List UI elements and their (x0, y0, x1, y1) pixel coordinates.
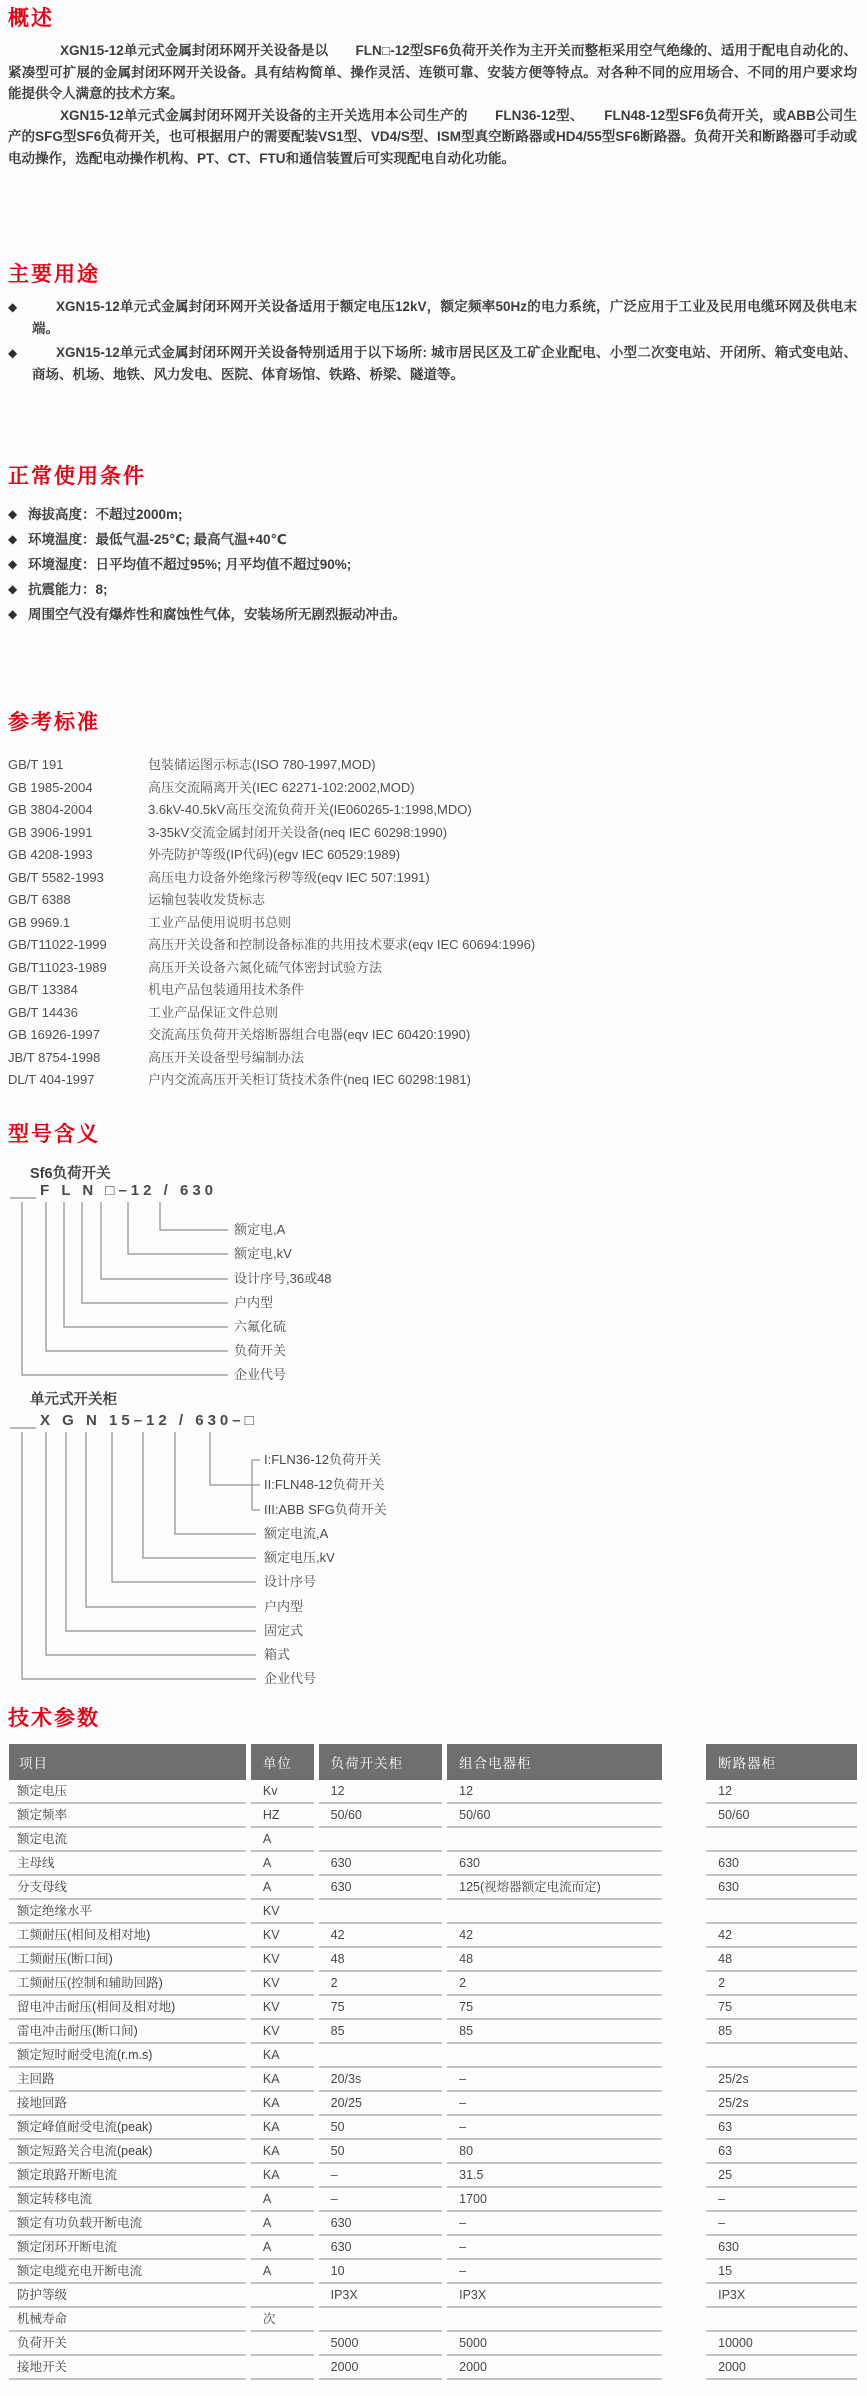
header-item: 项目 (9, 1744, 246, 1780)
cell-load-switch-cabinet: 5000 (319, 2332, 443, 2356)
cell-load-switch-cabinet: 20/25 (319, 2092, 443, 2116)
cell-circuit-breaker: – (706, 2212, 857, 2236)
table-row (9, 1876, 857, 1900)
standard-description: 户内交流高压开关柜订货技术条件(neq IEC 60298:1981) (148, 1072, 471, 1087)
standard-description: 工业产品保证文件总则 (148, 1004, 279, 1020)
cell-spacer (667, 2308, 701, 2332)
cell-load-switch-cabinet: 630 (319, 1876, 443, 1900)
cell-unit: A (251, 1852, 314, 1876)
cell-unit: A (251, 2260, 314, 2284)
diamond-bullet-icon: ◆ (8, 532, 18, 546)
condition-item: ◆ 周围空气没有爆炸性和腐蚀性气体，安装场所无剧烈振动冲击。 (8, 602, 857, 627)
cell-item: 接地开关 (9, 2356, 246, 2380)
table-row (9, 2140, 857, 2164)
table-row (9, 1972, 857, 1996)
standard-row (8, 979, 857, 1002)
table-row (9, 2236, 857, 2260)
cell-item: 额定短路关合电流(peak) (9, 2140, 246, 2164)
cell-combined-apparatus: 75 (447, 1996, 662, 2020)
standard-description: 交流高压负荷开关熔断器组合电器(eqv IEC 60420:1990) (148, 1027, 471, 1042)
cell-item: 工频耐压(断口间) (9, 1948, 246, 1972)
cell-load-switch-cabinet: 75 (319, 1996, 443, 2020)
cell-spacer (667, 2068, 701, 2092)
cell-circuit-breaker: 63 (706, 2116, 857, 2140)
cell-load-switch-cabinet: 10 (319, 2260, 443, 2284)
condition-item: ◆ 海拔高度：不超过2000m; (8, 502, 857, 527)
header-spacer (667, 1744, 701, 1780)
cell-unit (251, 2332, 314, 2356)
cell-item: 主母线 (9, 1852, 246, 1876)
cabinet-model-string: X G N 15–12 / 630–□ (40, 1412, 258, 1429)
cell-circuit-breaker (706, 2308, 857, 2332)
table-row (9, 2116, 857, 2140)
cell-combined-apparatus: 31.5 (447, 2164, 662, 2188)
cell-item: 额定有功负载开断电流 (9, 2212, 246, 2236)
main-uses-title: 主要用途 (8, 263, 100, 286)
cabinet-label-rated-current: 额定电流,A (264, 1526, 329, 1541)
standards-list (8, 754, 857, 1092)
cell-load-switch-cabinet (319, 1828, 443, 1852)
switch-label-design-serial: 设计序号,36或48 (234, 1271, 332, 1286)
cell-unit: Kv (251, 1780, 314, 1804)
cabinet-branch-label-2: II:FLN48-12负荷开关 (264, 1477, 385, 1492)
cell-combined-apparatus: 630 (447, 1852, 662, 1876)
cell-combined-apparatus: 2 (447, 1972, 662, 1996)
cell-spacer (667, 2116, 701, 2140)
switch-label-company-code: 企业代号 (234, 1367, 287, 1382)
cell-combined-apparatus: 1700 (447, 2188, 662, 2212)
model-designation-diagram (0, 1156, 867, 1701)
standard-row (8, 822, 857, 845)
standard-row (8, 1069, 857, 1092)
cell-circuit-breaker: – (706, 2188, 857, 2212)
cell-item: 额定转移电流 (9, 2188, 246, 2212)
table-row (9, 2092, 857, 2116)
cell-item: 防护等级 (9, 2284, 246, 2308)
cell-combined-apparatus: 42 (447, 1924, 662, 1948)
cell-combined-apparatus: – (447, 2092, 662, 2116)
cell-load-switch-cabinet: – (319, 2164, 443, 2188)
cell-spacer (667, 2092, 701, 2116)
condition-item: ◆ 环境温度：最低气温-25℃; 最高气温+40℃ (8, 527, 857, 552)
standard-code: GB/T11022-1999 (8, 937, 107, 952)
cell-unit: KA (251, 2092, 314, 2116)
switch-label-sf6: 六氟化硫 (234, 1319, 287, 1334)
cell-load-switch-cabinet: 2 (319, 1972, 443, 1996)
cell-item: 分支母线 (9, 1876, 246, 1900)
cell-unit (251, 2356, 314, 2380)
cell-item: 机械寿命 (9, 2308, 246, 2332)
cell-combined-apparatus: – (447, 2236, 662, 2260)
standard-code: GB/T 6388 (8, 892, 71, 907)
cabinet-label-fixed-type: 固定式 (264, 1623, 304, 1638)
standard-description: 高压电力设备外绝缘污秽等级(eqv IEC 507:1991) (148, 869, 430, 885)
standard-row (8, 912, 857, 935)
cell-circuit-breaker (706, 1828, 857, 1852)
cell-combined-apparatus (447, 2044, 662, 2068)
cell-combined-apparatus: – (447, 2260, 662, 2284)
standard-code: GB 4208-1993 (8, 847, 93, 862)
cell-item: 额定电缆充电开断电流 (9, 2260, 246, 2284)
cell-item: 接地回路 (9, 2092, 246, 2116)
cell-unit: KA (251, 2116, 314, 2140)
tech-params-table (4, 1744, 862, 2380)
cell-item: 额定闭环开断电流 (9, 2236, 246, 2260)
section-reference-standards (0, 710, 867, 1092)
cell-unit: KA (251, 2164, 314, 2188)
standard-row (8, 867, 857, 890)
standard-code: GB 9969.1 (8, 914, 71, 930)
cabinet-label-design-serial: 设计序号 (264, 1574, 317, 1589)
cell-spacer (667, 2284, 701, 2308)
model-meaning-title: 型号含义 (8, 1123, 100, 1146)
cell-spacer (667, 1924, 701, 1948)
table-row (9, 1780, 857, 1804)
header-unit: 单位 (251, 1744, 314, 1780)
cell-spacer (667, 2140, 701, 2164)
cell-combined-apparatus: – (447, 2068, 662, 2092)
standard-row (8, 754, 857, 777)
diamond-bullet-icon: ◆ (8, 346, 18, 361)
cell-spacer (667, 1948, 701, 1972)
cell-unit: KV (251, 1924, 314, 1948)
table-row (9, 1996, 857, 2020)
cell-circuit-breaker: 75 (706, 1996, 857, 2020)
switch-diagram-subtitle: Sf6负荷开关 (30, 1166, 111, 1182)
cell-combined-apparatus (447, 1828, 662, 1852)
switch-label-rated-current: 额定电,A (234, 1222, 286, 1237)
table-row (9, 2044, 857, 2068)
cell-circuit-breaker: 10000 (706, 2332, 857, 2356)
cell-load-switch-cabinet: 20/3s (319, 2068, 443, 2092)
standard-description: 3.6kV-40.5kV高压交流负荷开关(IE060265-1:1998,MDO) (148, 802, 472, 817)
standard-description: 包装储运图示标志(ISO 780-1997,MOD) (148, 757, 376, 772)
cell-circuit-breaker: 630 (706, 2236, 857, 2260)
cell-item: 主回路 (9, 2068, 246, 2092)
cell-circuit-breaker: 12 (706, 1780, 857, 1804)
cell-load-switch-cabinet: IP3X (319, 2284, 443, 2308)
cell-load-switch-cabinet: 2000 (319, 2356, 443, 2380)
section-tech-params (0, 1706, 867, 2380)
cell-circuit-breaker: 15 (706, 2260, 857, 2284)
standard-row (8, 1024, 857, 1047)
condition-item: ◆ 抗震能力：8; (8, 577, 857, 602)
table-row (9, 2308, 857, 2332)
cell-spacer (667, 1996, 701, 2020)
cell-combined-apparatus: 125(视熔器额定电流而定) (447, 1876, 662, 1900)
cell-spacer (667, 2356, 701, 2380)
cell-load-switch-cabinet (319, 2044, 443, 2068)
cell-item: 额定短时耐受电流(r.m.s) (9, 2044, 246, 2068)
cell-unit: KV (251, 1972, 314, 1996)
cell-load-switch-cabinet: 50 (319, 2116, 443, 2140)
condition-item: ◆ 环境湿度：日平均值不超过95%; 月平均值不超过90%; (8, 552, 857, 577)
diamond-bullet-icon: ◆ (8, 507, 18, 521)
standard-code: DL/T 404-1997 (8, 1072, 95, 1087)
standard-code: GB 3906-1991 (8, 824, 93, 840)
table-row (9, 2260, 857, 2284)
cell-unit: A (251, 2188, 314, 2212)
cell-unit: KA (251, 2140, 314, 2164)
cell-spacer (667, 2236, 701, 2260)
overview-paragraph-1: XGN15-12单元式金属封闭环网开关设备是以 FLN□-12型SF6负荷开关作为主开关而整柜采用空气绝缘的、适用于配电自动化的、紧凑型可扩展的金属封闭环网开关设备。具有结构简单、操作灵活、连锁可靠、安装方便等特点。对各种不同的应用场合、不同的用户要求均能提供令人满意的技术方案。 (8, 43, 857, 102)
standard-description: 机电产品包装通用技术条件 (148, 982, 305, 997)
table-row (9, 2068, 857, 2092)
cell-load-switch-cabinet: 630 (319, 2212, 443, 2236)
overview-paragraph-2: XGN15-12单元式金属封闭环网开关设备的主开关选用本公司生产的 FLN36-12型、 FLN48-12型SF6负荷开关，或ABB公司生产的SFG型SF6负荷开关，也可根据用户的需要配装VS1型、VD4/S型、ISM型真空断路器或HD4/55型SF6断路器。负荷开关和断路器可手动或电动操作，选配电动操作机构、PT、CT、FTU和通信装置后可实现配电自动化功能。 (8, 107, 857, 166)
cell-combined-apparatus: 48 (447, 1948, 662, 1972)
cell-load-switch-cabinet: 630 (319, 2236, 443, 2260)
cell-item: 雷电冲击耐压(断口间) (9, 2020, 246, 2044)
cell-combined-apparatus (447, 1900, 662, 1924)
cell-combined-apparatus (447, 2308, 662, 2332)
cell-circuit-breaker (706, 1900, 857, 1924)
cell-unit: HZ (251, 1804, 314, 1828)
cell-combined-apparatus: 12 (447, 1780, 662, 1804)
standard-code: GB 1985-2004 (8, 779, 93, 795)
cell-load-switch-cabinet (319, 1900, 443, 1924)
standard-code: GB 3804-2004 (8, 802, 93, 817)
standard-description: 高压开关设备和控制设备标准的共用技术要求(eqv IEC 60694:1996) (148, 937, 536, 952)
table-row (9, 1804, 857, 1828)
standard-code: JB/T 8754-1998 (8, 1049, 101, 1065)
cell-load-switch-cabinet: 42 (319, 1924, 443, 1948)
cell-item: 工频耐压(相间及相对地) (9, 1924, 246, 1948)
cell-combined-apparatus: – (447, 2116, 662, 2140)
standard-row (8, 889, 857, 912)
diamond-bullet-icon: ◆ (8, 557, 18, 571)
section-model-meaning (0, 1122, 867, 1701)
header-load-switch-cabinet: 负荷开关柜 (319, 1744, 443, 1780)
cell-spacer (667, 1900, 701, 1924)
section-overview (0, 6, 867, 170)
cell-unit: KV (251, 1948, 314, 1972)
standard-code: GB/T 13384 (8, 982, 78, 997)
header-combined-apparatus-cabinet: 组合电器柜 (447, 1744, 662, 1780)
cell-load-switch-cabinet: 85 (319, 2020, 443, 2044)
overview-title: 概述 (8, 7, 54, 30)
cell-item: 额定绝缘水平 (9, 1900, 246, 1924)
cell-item: 留电冲击耐压(相间及相对地) (9, 1996, 246, 2020)
table-row (9, 1900, 857, 1924)
operating-conditions-title: 正常使用条件 (8, 465, 146, 488)
table-row (9, 1948, 857, 1972)
cell-combined-apparatus: 5000 (447, 2332, 662, 2356)
cabinet-diagram-subtitle: 单元式开关柜 (30, 1392, 117, 1408)
cell-circuit-breaker: 630 (706, 1852, 857, 1876)
standard-description: 3-35kV交流金属封闭开关设备(neq IEC 60298:1990) (148, 824, 448, 840)
standard-row (8, 777, 857, 800)
standard-row (8, 1002, 857, 1025)
cell-load-switch-cabinet: 12 (319, 1780, 443, 1804)
cell-item: 额定峰值耐受电流(peak) (9, 2116, 246, 2140)
section-main-uses (0, 262, 867, 388)
cell-unit: KA (251, 2068, 314, 2092)
table-header-row (9, 1744, 857, 1780)
table-row (9, 2020, 857, 2044)
cell-unit: KV (251, 1900, 314, 1924)
cell-unit: KA (251, 2044, 314, 2068)
standard-description: 外壳防护等级(IP代码)(egv IEC 60529:1989) (148, 847, 401, 862)
cell-spacer (667, 1804, 701, 1828)
table-row (9, 1852, 857, 1876)
cell-item: 额定电流 (9, 1828, 246, 1852)
cell-spacer (667, 2212, 701, 2236)
table-row (9, 2164, 857, 2188)
cell-load-switch-cabinet (319, 2308, 443, 2332)
cell-unit: KV (251, 2020, 314, 2044)
cell-unit (251, 2284, 314, 2308)
cell-unit: KV (251, 1996, 314, 2020)
cell-circuit-breaker: 2 (706, 1972, 857, 1996)
standard-code: GB/T 191 (8, 757, 64, 772)
standard-code: GB 16926-1997 (8, 1027, 100, 1042)
cell-spacer (667, 2332, 701, 2356)
cell-spacer (667, 2260, 701, 2284)
standard-code: GB/T 5582-1993 (8, 869, 104, 885)
cell-item: 额定琅路开断电流 (9, 2164, 246, 2188)
cell-load-switch-cabinet: 50/60 (319, 1804, 443, 1828)
table-body (9, 1780, 857, 2380)
main-uses-list (0, 296, 857, 385)
standard-description: 高压开关设备六氮化硫气体密封试验方法 (148, 959, 383, 975)
cell-unit: A (251, 1828, 314, 1852)
cell-circuit-breaker: IP3X (706, 2284, 857, 2308)
cell-load-switch-cabinet: 50 (319, 2140, 443, 2164)
cell-spacer (667, 1828, 701, 1852)
standard-row (8, 1047, 857, 1070)
main-use-item: ◆ XGN15-12单元式金属封闭环网开关设备适用于额定电压12kV，额定频率50Hz的电力系统，广泛应用于工业及民用电缆环网及供电末端。 (8, 299, 857, 336)
cell-circuit-breaker: 25/2s (706, 2092, 857, 2116)
main-use-item: ◆ XGN15-12单元式金属封闭环网开关设备特别适用于以下场所: 城市居民区及工矿企业配电、小型二次变电站、开闭所、箱式变电站、商场、机场、地铁、风力发电、医院、体育场馆、铁路、桥梁、隧道等。 (8, 345, 857, 382)
cell-item: 额定频率 (9, 1804, 246, 1828)
table-row (9, 2284, 857, 2308)
cell-load-switch-cabinet: 630 (319, 1852, 443, 1876)
cell-spacer (667, 1852, 701, 1876)
operating-conditions-list (8, 502, 857, 627)
cabinet-label-rated-voltage: 额定电压,kV (264, 1550, 335, 1565)
cell-circuit-breaker: 25/2s (706, 2068, 857, 2092)
cell-spacer (667, 2020, 701, 2044)
cabinet-label-company-code: 企业代号 (264, 1671, 317, 1686)
table-row (9, 2332, 857, 2356)
cell-circuit-breaker: 50/60 (706, 1804, 857, 1828)
standard-description: 高压开关设备型号编制办法 (148, 1049, 305, 1065)
cabinet-label-box-type: 箱式 (264, 1647, 291, 1662)
reference-standards-title: 参考标准 (8, 711, 100, 734)
cell-load-switch-cabinet: 48 (319, 1948, 443, 1972)
section-operating-conditions (0, 464, 867, 627)
cell-spacer (667, 2164, 701, 2188)
standard-row (8, 957, 857, 980)
cell-unit: 次 (251, 2308, 314, 2332)
standard-row (8, 934, 857, 957)
diamond-bullet-icon: ◆ (8, 300, 18, 314)
cell-circuit-breaker: 48 (706, 1948, 857, 1972)
cabinet-label-indoor-type: 户内型 (264, 1599, 304, 1614)
switch-label-rated-voltage: 额定电,kV (234, 1246, 292, 1261)
cell-unit: A (251, 1876, 314, 1900)
diamond-bullet-icon: ◆ (8, 582, 18, 596)
cell-item: 工频耐压(控制和辅助回路) (9, 1972, 246, 1996)
table-row (9, 2212, 857, 2236)
cell-item: 额定电压 (9, 1780, 246, 1804)
header-circuit-breaker-cabinet: 断路器柜 (706, 1744, 857, 1780)
tech-params-title: 技术参数 (8, 1707, 100, 1730)
cell-combined-apparatus: IP3X (447, 2284, 662, 2308)
cell-circuit-breaker: 630 (706, 1876, 857, 1900)
cell-combined-apparatus: 80 (447, 2140, 662, 2164)
table-row (9, 2356, 857, 2380)
table-row (9, 2188, 857, 2212)
cell-spacer (667, 1876, 701, 1900)
cell-load-switch-cabinet: – (319, 2188, 443, 2212)
overview-paragraphs (8, 40, 857, 170)
standard-description: 高压交流隔离开关(IEC 62271-102:2002,MOD) (148, 779, 415, 795)
cell-item: 负荷开关 (9, 2332, 246, 2356)
cell-circuit-breaker: 85 (706, 2020, 857, 2044)
standard-row (8, 799, 857, 822)
switch-model-string: F L N □–12 / 630 (40, 1182, 218, 1199)
cell-spacer (667, 1972, 701, 1996)
cell-combined-apparatus: – (447, 2212, 662, 2236)
standard-code: GB/T 14436 (8, 1004, 78, 1020)
cabinet-branch-label-1: I:FLN36-12负荷开关 (264, 1452, 382, 1467)
standard-description: 工业产品使用说明书总则 (148, 914, 292, 930)
cell-combined-apparatus: 85 (447, 2020, 662, 2044)
cell-unit: A (251, 2212, 314, 2236)
standard-row (8, 844, 857, 867)
cell-circuit-breaker: 63 (706, 2140, 857, 2164)
standard-code: GB/T11023-1989 (8, 959, 107, 975)
cell-spacer (667, 1780, 701, 1804)
table-row (9, 1828, 857, 1852)
cell-spacer (667, 2188, 701, 2212)
table-row (9, 1924, 857, 1948)
cell-circuit-breaker: 2000 (706, 2356, 857, 2380)
cell-combined-apparatus: 2000 (447, 2356, 662, 2380)
standard-description: 运输包装收发货标志 (148, 892, 266, 907)
cell-combined-apparatus: 50/60 (447, 1804, 662, 1828)
cell-unit: A (251, 2236, 314, 2260)
cell-circuit-breaker: 25 (706, 2164, 857, 2188)
switch-label-load-switch: 负荷开关 (234, 1343, 287, 1358)
diamond-bullet-icon: ◆ (8, 607, 18, 621)
cell-circuit-breaker: 42 (706, 1924, 857, 1948)
cell-spacer (667, 2044, 701, 2068)
cell-circuit-breaker (706, 2044, 857, 2068)
switch-label-indoor-type: 户内型 (234, 1295, 274, 1310)
cabinet-branch-label-3: III:ABB SFG负荷开关 (264, 1502, 387, 1517)
